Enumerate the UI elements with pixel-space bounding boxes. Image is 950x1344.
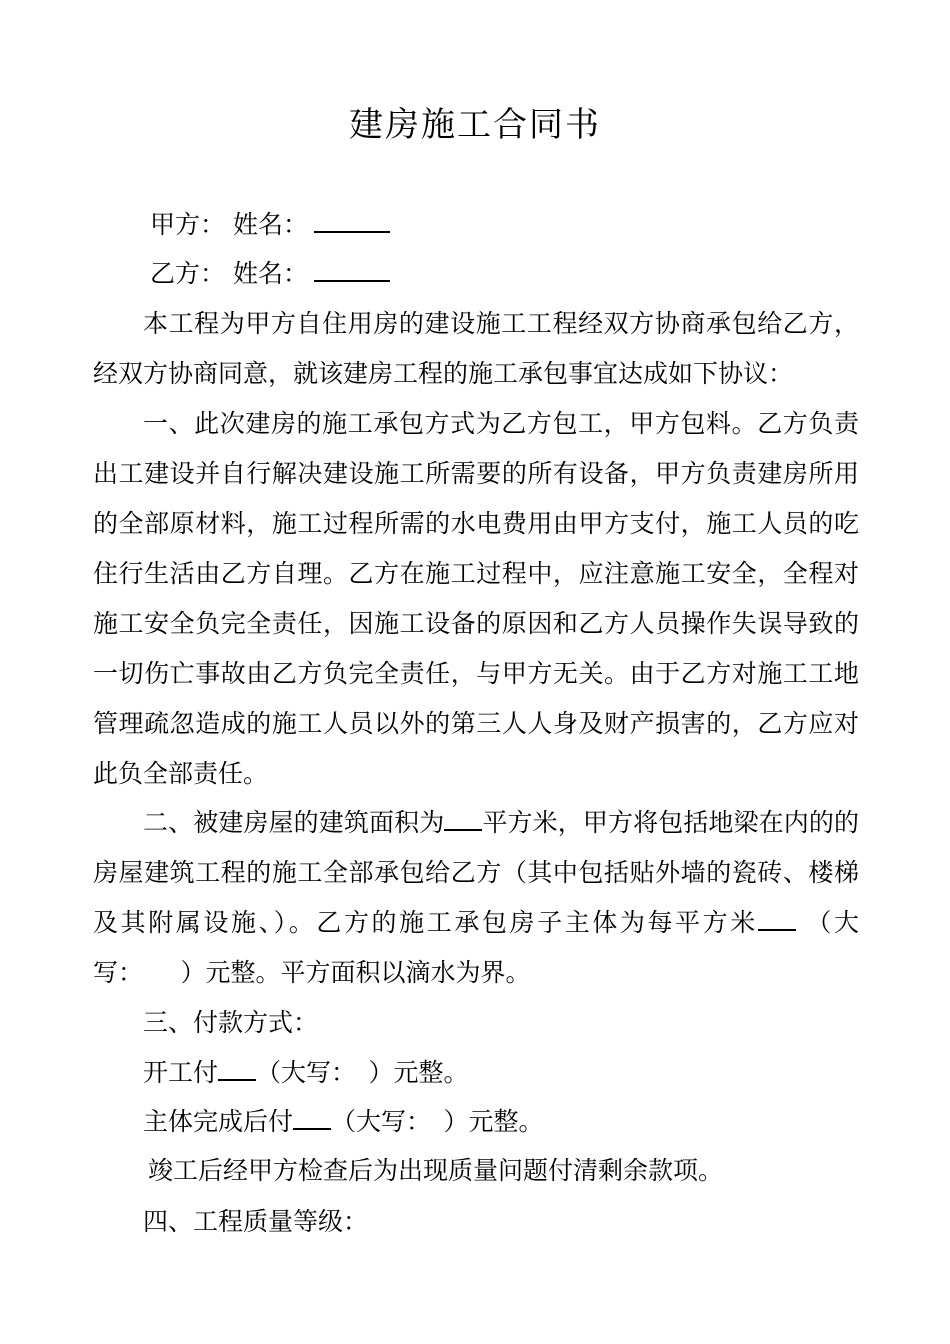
party-b-name-blank (314, 279, 390, 282)
party-b-name-label: 姓名： (232, 259, 308, 288)
intro-paragraph: 本工程为甲方自住用房的建设施工工程经双方协商承包给乙方，经双方协商同意，就该建房工程的施工承包事宜达成如下协议： (93, 309, 859, 388)
unit-price-blank (758, 928, 796, 931)
clause-4-heading: 四、工程质量等级： (143, 1207, 369, 1236)
party-a-name-label: 姓名： (232, 210, 308, 239)
party-a-name-blank (314, 230, 390, 233)
main-payment-blank (293, 1127, 331, 1130)
party-b-line (150, 249, 390, 299)
start-payment-line (143, 1048, 469, 1098)
final-payment-line: 竣工后经甲方检查后为出现质量问题付清剩余款项。 (148, 1156, 724, 1185)
main-payment-prefix: 主体完成后付 (143, 1107, 294, 1136)
party-b-label: 乙方： (150, 259, 226, 288)
party-a-line (150, 200, 390, 250)
start-payment-suffix: （大写： ）元整。 (256, 1058, 469, 1087)
clause-2-part-2: 平方米，甲方将包括地梁在内的的房屋建筑工程的施工全部承包给乙方（其中包括贴外墙的瓷砖、楼梯及其附属设施、）。乙方的施工承包房子主体为每平方米 (93, 808, 859, 937)
main-payment-line (143, 1097, 544, 1147)
start-payment-prefix: 开工付 (143, 1058, 219, 1087)
party-a-label: 甲方： (150, 210, 226, 239)
clause-2-part-3: （大写： ）元整。平方面积以滴水为界。 (93, 908, 859, 987)
document-title: 建房施工合同书 (349, 105, 601, 145)
start-payment-blank (218, 1078, 256, 1081)
clause-2-part-1: 二、被建房屋的建筑面积为 (143, 808, 445, 837)
main-payment-suffix: （大写： ）元整。 (331, 1107, 544, 1136)
area-blank (444, 828, 482, 831)
clause-2-paragraph (93, 798, 859, 998)
clause-3-heading: 三、付款方式： (143, 1008, 319, 1037)
clause-1-paragraph: 一、此次建房的施工承包方式为乙方包工，甲方包料。乙方负责出工建设并自行解决建设施工所需要的所有设备，甲方负责建房所用的全部原材料，施工过程所需的水电费用由甲方支付，施工人员的吃住行生活由乙方自理。乙方在施工过程中，应注意施工安全，全程对施工安全负完全责任，因施工设备的原因和乙方人员操作失误导致的一切伤亡事故由乙方负完全责任，与甲方无关。由于乙方对施工工地管理疏忽造成的施工人员以外的第三人人身及财产损害的，乙方应对此负全部责任。 (93, 409, 859, 788)
